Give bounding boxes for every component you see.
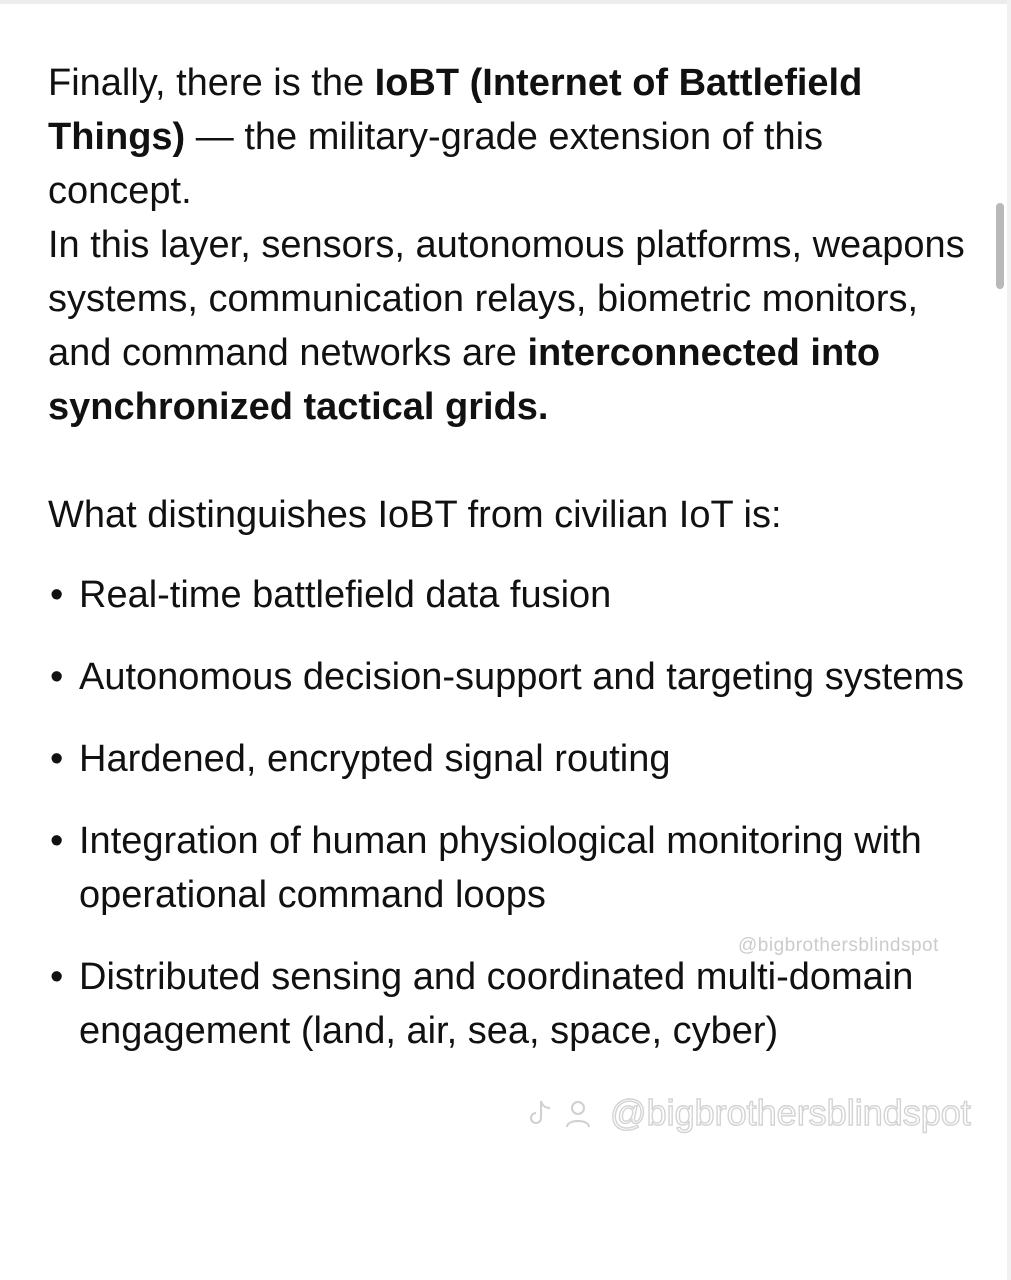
list-item	[48, 568, 968, 622]
list-intro: What distinguishes IoBT from civilian IoT is:	[48, 494, 782, 536]
paragraph-layer-description	[48, 218, 968, 434]
list-item-text: Distributed sensing and coordinated multi-domain engagement (land, air, sea, space, cyber)	[79, 956, 914, 1052]
list-item	[48, 650, 968, 704]
paragraph-bold-text: IoBT (Internet of Battlefield Things)	[48, 62, 863, 158]
watermark-small: @bigbrothersblindspot	[738, 935, 939, 956]
list-item-text: Hardened, encrypted signal routing	[79, 738, 671, 780]
bullet-icon: •	[50, 656, 64, 698]
list-item-text: Autonomous decision-support and targeting systems	[79, 656, 965, 698]
list-item-text: Integration of human physiological monitoring with operational command loops	[79, 820, 922, 916]
watermark-large-text: @bigbrothersblindspot	[610, 1092, 971, 1133]
bullet-icon: •	[50, 574, 64, 616]
scrollbar-thumb[interactable]	[996, 203, 1004, 289]
paragraph-iobt-intro	[48, 56, 968, 218]
watermark-large	[528, 1092, 971, 1134]
scroll-track	[1007, 0, 1011, 1280]
paragraph-text: — the military-grade extension of this concept.	[48, 116, 824, 212]
list-item	[48, 732, 968, 786]
watermark-icons	[528, 1092, 602, 1133]
bullet-icon: •	[50, 956, 64, 998]
bullet-icon: •	[50, 820, 64, 862]
list-item-text: Real-time battlefield data fusion	[79, 574, 612, 616]
paragraph-bold-text: interconnected into synchronized tactical grids.	[48, 332, 881, 428]
user-icon	[564, 1099, 592, 1129]
paragraph-text: Finally, there is the	[48, 62, 375, 104]
paragraph-text: In this layer, sensors, autonomous platforms, weapons systems, communication relays, biometric monitors, and command networks are	[48, 224, 965, 374]
bullet-icon: •	[50, 738, 64, 780]
top-divider	[0, 0, 1011, 4]
tiktok-icon	[528, 1099, 554, 1129]
distinguishing-features-list	[48, 568, 968, 1058]
list-item	[48, 814, 968, 922]
list-item	[48, 950, 968, 1058]
article-body	[48, 56, 968, 1086]
